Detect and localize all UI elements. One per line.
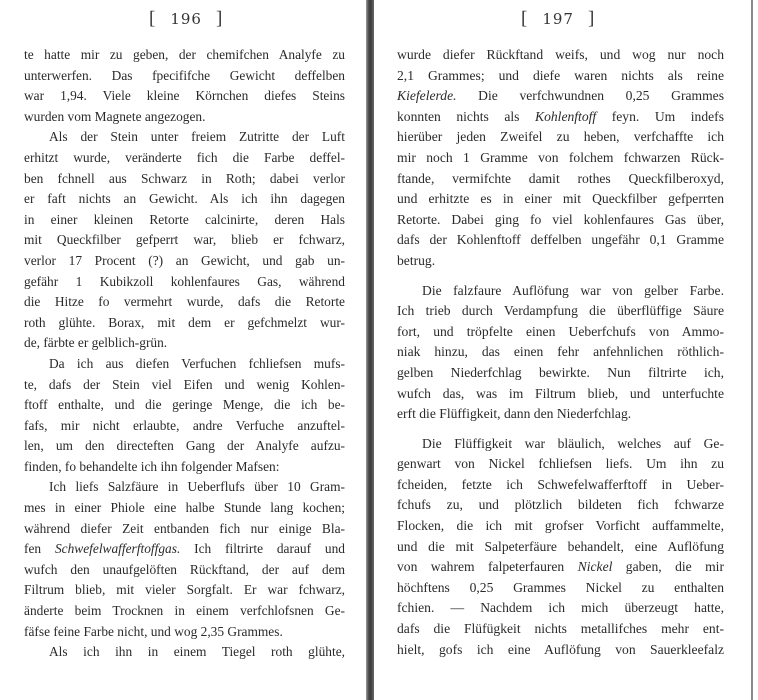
text-line: ftoff enthalte, und die geringe Menge, die ich be- <box>24 397 345 413</box>
text-line: Ich liefs Salzfäure in Ueberflufs über 10 Gram- <box>49 479 345 495</box>
text-line: verlor 17 Procent (?) an Gewicht, und gab un- <box>24 252 345 268</box>
page-edge <box>751 0 753 700</box>
text-line: fchien. — Nachdem ich mich überzeugt hatte, <box>397 600 724 616</box>
text-line: Als der Stein unter freiem Zutritte der Luft <box>49 129 345 145</box>
page-header <box>149 8 223 30</box>
page-number: 197 <box>542 10 574 28</box>
text-line: war 1,94. Viele kleine Körnchen diefes Steins <box>24 88 345 104</box>
text-line: änderte beim Trocknen in einem verfchlofsnen Ge- <box>24 603 345 619</box>
text-line: Kiefelerde. Die verfchwundnen 0,25 Grammes <box>397 88 724 104</box>
text-line: hielt, gofs ich eine Auflöfung von Sauerkleefalz <box>397 641 724 657</box>
text-line: fäfse feine Farbe nicht, und wog 2,35 Grammes. <box>24 623 283 639</box>
text-line: ftande, vermifchte damit rothes Queckfilberoxyd, <box>397 170 724 186</box>
text-line: hierüber jeden Zweifel zu heben, verfchaffte ich <box>397 129 724 145</box>
text-line: erft die Flüffigkeit, dann den Niederfchlag. <box>397 406 632 422</box>
text-line: wurde diefer Rückftand weifs, und wog nur noch <box>397 47 724 62</box>
text-line: wufch den unaufgelöften Rückftand, der auf dem <box>24 561 345 577</box>
bracket-open: [ <box>521 8 529 29</box>
italic-term: Nickel <box>577 559 613 575</box>
text-line: te hatte mir zu geben, der chemifchen Analyfe zu <box>24 47 345 62</box>
text-line: gelben Niederfchlag bewirkte. Nun filtrirte ich, <box>397 364 724 380</box>
italic-term: Kiefelerde. <box>397 88 457 104</box>
right-page-text <box>397 45 724 660</box>
text-line: Die falzfaure Auflöfung war von gelber Farbe. <box>422 282 724 298</box>
text-line: Da ich aus diefen Verfuchen fchliefsen mufs- <box>49 355 345 371</box>
text-line: gefähr 1 Kubikzoll kohlenfaures Gas, während <box>24 273 345 289</box>
book-gutter <box>366 0 374 700</box>
text-line: erhitzt wurde, veränderte fich die Farbe deffel- <box>24 149 345 165</box>
text-line: und die mit Salpeterfäure behandelt, eine Auflöfung <box>397 538 724 554</box>
text-line: len, um den directeften Gang der Analyfe aufzu- <box>24 438 345 454</box>
text-line: fafs, mir nicht erlaubte, andre Verfuche anzuftel- <box>24 417 345 433</box>
text-line: betrug. <box>397 252 436 268</box>
text-line: Flocken, die ich mit grofser Vorficht auffammelte, <box>397 518 724 534</box>
right-page <box>375 0 752 700</box>
text-line: Die Flüffigkeit war bläulich, welches auf Ge- <box>422 435 724 451</box>
text-line: wurden vom Magnete angezogen. <box>24 108 206 124</box>
bracket-close: ] <box>587 8 596 29</box>
text-line: fcheiden, fetzte ich Schwefelwafferftoff in Ueber- <box>397 476 724 492</box>
text-line: mes in einer Phiole eine halbe Stunde lang kochen; <box>24 500 345 516</box>
text-line: er faft nichts an Gewicht. Als ich ihn dagegen <box>24 191 345 207</box>
text-line: te, dafs der Stein viel Eifen und wenig Kohlen- <box>24 376 345 392</box>
italic-term: Schwefelwafferftoffgas. <box>54 541 181 557</box>
text-line: ben fchnell aus Schwarz in Roth; dabei verlor <box>24 170 345 186</box>
text-line: roth glühte. Borax, mit dem er gefchmelzt wur- <box>24 314 345 330</box>
text-line: de, färbte er gelblich-grün. <box>24 335 168 351</box>
text-line: mit Queckfilber gefperrt war, blieb er fchwarz, <box>24 232 345 248</box>
text-line: niak hinzu, das einen fehr anfehnlichen röthlich- <box>397 344 724 360</box>
page-header <box>521 8 595 30</box>
text-line: mir noch 1 Gramme von folchem fchwarzen Rück- <box>397 149 724 165</box>
text-line: dafs der Kohlenftoff deffelben ungefähr 0,1 Gramme <box>397 232 724 248</box>
text-line: höchftens 0,25 Grammes Nickel zu enthalten <box>397 579 724 595</box>
bracket-close: ] <box>215 8 224 29</box>
text-line: dafs die Flüfügkeit nichts metallifches mehr ent- <box>397 621 724 637</box>
text-line: von wahrem falpeterfauren Nickel gaben, die mir <box>397 559 724 575</box>
text-line: finden, fo behandelte ich ihn folgender Mafsen: <box>24 458 280 474</box>
text-line: Als ich ihn in einem Tiegel roth glühte, <box>49 644 345 660</box>
text-line: fen Schwefelwafferftoffgas. Ich filtrirte darauf und <box>24 541 345 557</box>
left-page-text <box>24 45 345 663</box>
text-line: während diefer Zeit entbanden fich nur einige Bla- <box>24 520 345 536</box>
text-line: konnten nichts als Kohlenftoff feyn. Um indefs <box>397 108 724 124</box>
text-line: 2,1 Grammes; und diefe waren nichts als reine <box>397 67 724 83</box>
bracket-open: [ <box>149 8 157 29</box>
text-line: Ich trieb durch Verdampfung die überflüffige Säure <box>397 303 724 319</box>
italic-term: Kohlenftoff <box>535 108 597 124</box>
text-line: fchufs zu, und plötzlich bildeten fich fchwarze <box>397 497 724 513</box>
text-line: unterwerfen. Das fpecififche Gewicht deffelben <box>24 67 345 83</box>
text-line: und erhitzte es in einer mit Queckfilber gefperrten <box>397 191 724 207</box>
left-page <box>0 0 366 700</box>
page-number: 196 <box>170 10 202 28</box>
text-line: Filtrum blieb, mit vieler Sorgfalt. Er war fchwarz, <box>24 582 345 598</box>
text-line: genwart von Nickel fchliefsen liefs. Um ihn zu <box>397 456 724 472</box>
text-line: Retorte. Dabei ging fo viel kohlenfaures Gas über, <box>397 211 724 227</box>
text-line: in einer kleinen Retorte calcinirte, deren Hals <box>24 211 345 227</box>
text-line: fort, und tröpfelte einen Ueberfchufs von Ammo- <box>397 323 724 339</box>
text-line: wufch das, was im Filtrum blieb, und unterfuchte <box>397 385 724 401</box>
text-line: die Hitze fo vermehrt wurde, dafs die Retorte <box>24 294 345 310</box>
